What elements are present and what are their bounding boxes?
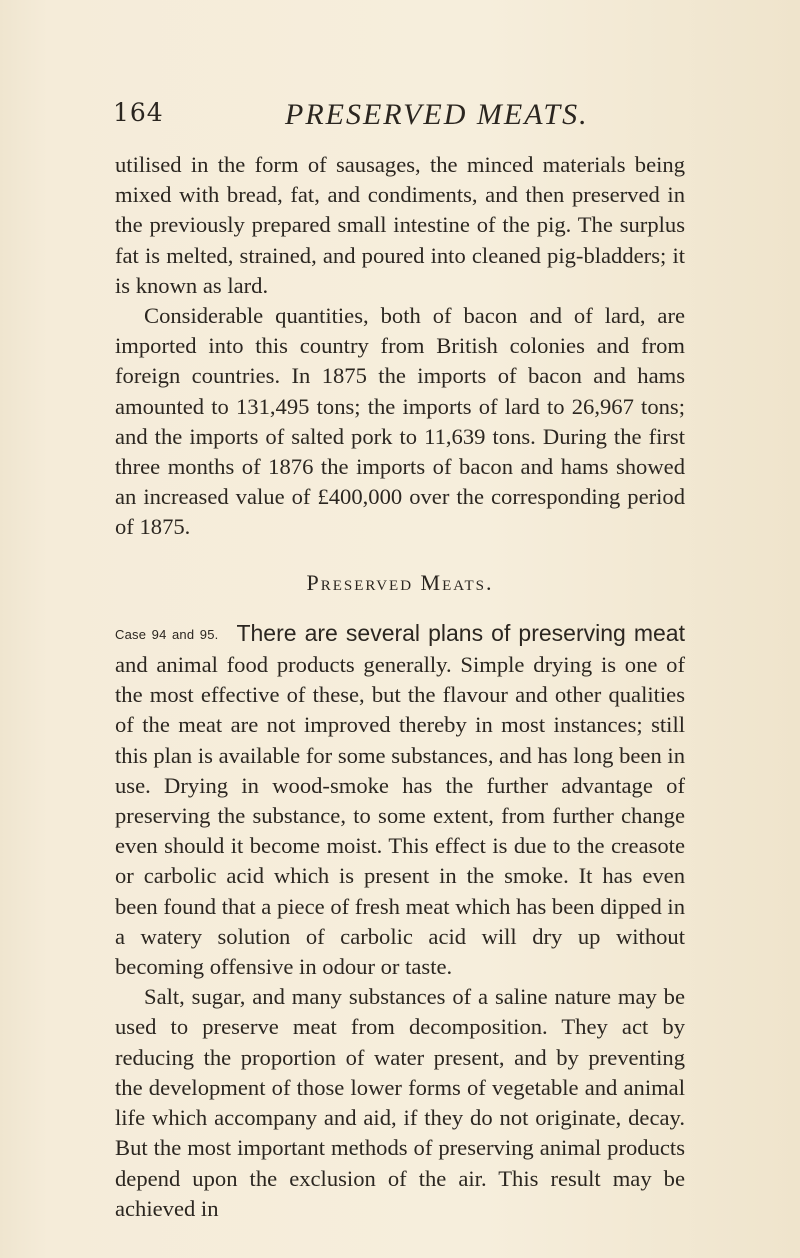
- body-text: [115, 150, 685, 1224]
- running-head: PRESERVED MEATS.: [285, 98, 589, 131]
- paragraph-lead-in: There are several plans of preserving meat: [236, 619, 685, 646]
- paragraph-preserving-plans-text: and animal food products generally. Simple drying is one of the most effective of these, but the flavour and other qualities of the meat are not improved thereby in most instances; still this plan is available for some substances, and has long been in use. Drying in wood-smoke has the further advantage of preserving the substance, to some extent, from further change even should it become moist. This effect is due to the creasote or carbolic acid which is present in the smoke. It has even been found that a piece of fresh meat which has been dipped in a watery solution of carbolic acid will dry up without becoming offensive in odour or taste.: [115, 652, 685, 980]
- marginal-note: Case 94 and 95.: [115, 626, 219, 642]
- paragraph-sausages-lard: utilised in the form of sausages, the minced materials being mixed with bread, fat, and condiments, and then preserved in the previously prepared small intestine of the pig. The surplus fat is melted, strained, and poured into cleaned pig-bladders; it is known as lard.: [115, 152, 685, 298]
- section-heading: Preserved Meats.: [306, 569, 494, 595]
- page-header: [113, 98, 683, 138]
- paragraph-preserving-plans: [115, 618, 685, 982]
- paragraph-imports: Considerable quantities, both of bacon and of lard, are imported into this country from British colonies and from foreign countries. In 1875 the imports of bacon and hams amounted to 131,495 tons; the imports of lard to 26,967 tons; and the imports of salted pork to 11,639 tons. During the first three months of 1876 the imports of bacon and hams showed an increased value of £400,000 over the corresponding period of 1875.: [115, 303, 685, 540]
- page-number: 164: [113, 98, 164, 127]
- paragraph-salt-sugar: Salt, sugar, and many substances of a saline nature may be used to preserve meat from decomposition. They act by reducing the proportion of water present, and by preventing the development of those lower forms of vegetable and animal life which accompany and aid, if they do not originate, decay. But the most important methods of preserving animal products depend upon the exclusion of the air. This result may be achieved in: [115, 984, 685, 1221]
